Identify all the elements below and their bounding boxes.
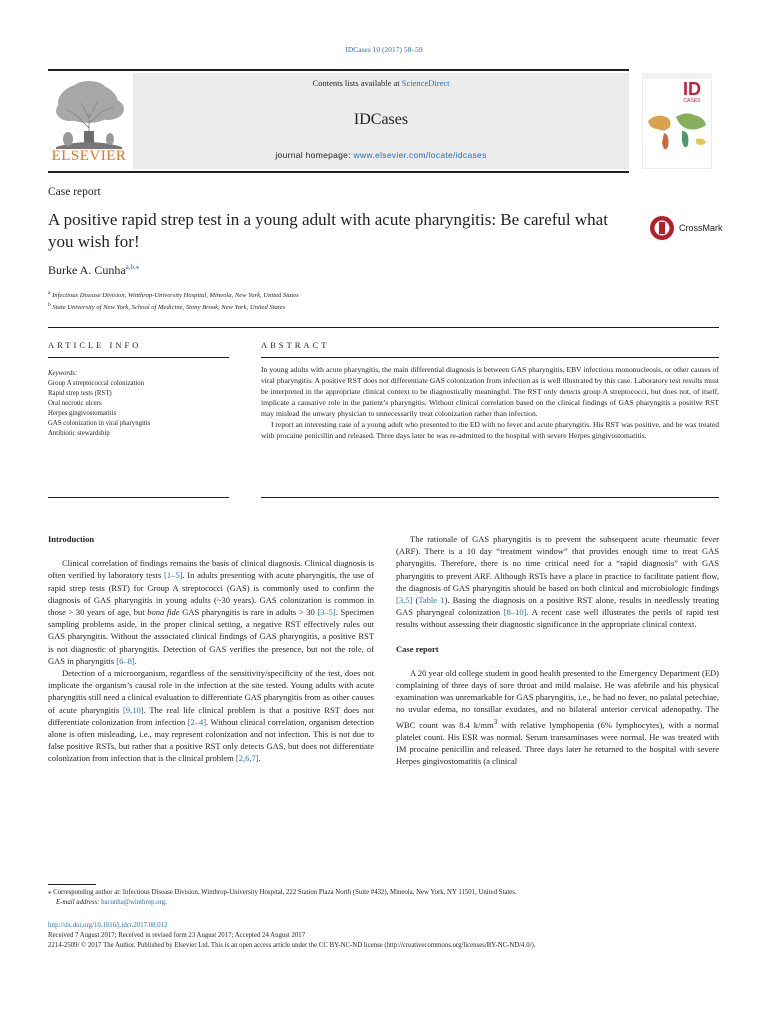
abstract-paragraph: I report an interesting case of a young adult who presented to the ED with no fever and acute pharyngitis. His RST was positive, and he was treated with procaine penicillin and released. Three days later he was re-admitted to the hospital with severe Herpes gingivostomatitis. [261, 420, 719, 440]
keyword-item: GAS colonization in viral pharyngitis [48, 420, 151, 427]
contents-line [133, 78, 629, 88]
keyword-item: Herpes gingivostomatitis [48, 410, 117, 417]
table-link[interactable]: Table 1 [418, 595, 445, 606]
article-type: Case report [48, 186, 101, 198]
article-title: A positive rapid strep test in a young adult with acute pharyngitis: Be careful what you wish for! [48, 210, 608, 251]
body-paragraph: A 20 year old college student in good health presented to the Emergency Department (ED) complaining of three days of sore throat and mild malaise. He was afebrile and his physical examination was unremarkable for GAS pharyngitis, i.e., he had no fever, no palatal petechiae, no uvular edema, no tonsillar exudates, and no bilateral anterior cervical adenopathy. The WBC count was 8.4 $k/mm^3$ with relative lymphopenia (6% lymphocytes), with a normal platelet count. His ESR was normal. Serum transaminases were normal. He was treated with IM procaine penicillin and released. Three days later he returned to the hospital with severe Herpes gingivostomatitis (a clinical [396, 667, 719, 767]
svg-text:ID: ID [683, 79, 701, 99]
publication-meta [48, 921, 728, 951]
reference-link[interactable]: [3,5] [396, 595, 413, 606]
keyword-item: Antibiotic stewardship [48, 430, 110, 437]
doi-link[interactable]: http://dx.doi.org/10.1016/j.idcr.2017.08.012 [48, 922, 168, 929]
license-line: 2214-2509/ © 2017 The Author. Published by Elsevier Ltd. This is an open access article under the CC BY-NC-ND license (http://creativecommons.org/licenses/BY-NC-ND/4.0/). [48, 942, 536, 949]
reference-link[interactable]: [9,10] [122, 704, 144, 715]
header-rule-bottom [48, 171, 629, 173]
body-paragraph: Detection of a microorganism, regardless of the sensitivity/specificity of the test, does not implicate the organism’s causal role in the infection at the site tested. Young adults with acute pharyngitis still need a clinical evaluation to differentiate GAS pharyngitis from as other causes of acute pharyngitis [9,10]. The real life clinical problem is that a positive RST does not differentiate colonization from infection [2–4]. Without clinical correlation, organism detection alone is often misleading, i.e., may represent colonization and not infection. This is not due to false positive RSTs, but rather that a positive RST only detects GAS, but does not differentiate colonization from infection that is the clinical problem [2,6,7]. [48, 668, 374, 764]
abstract-heading: ABSTRACT [261, 340, 330, 350]
keyword-item: Group A streptococcal colonization [48, 380, 145, 387]
case-report-heading: Case report [396, 643, 439, 654]
keywords-block [48, 369, 150, 439]
journal-name: IDCases [353, 111, 409, 128]
reference-link[interactable]: [6–8] [116, 655, 135, 666]
keyword-item: Rapid strep tests (RST) [48, 390, 112, 397]
article-info-heading: ARTICLE INFO [48, 340, 142, 350]
sciencedirect-link[interactable]: ScienceDirect [401, 78, 450, 88]
affiliations [48, 289, 299, 312]
article-info-end-rule [48, 497, 229, 498]
homepage-prefix: journal homepage: [275, 150, 354, 160]
abstract-rule [261, 357, 719, 358]
author-name: Burke A. Cunha [48, 263, 126, 277]
affiliation-a: $^a$ Infectious Disease Division, Winthrop-University Hospital, Mineola, New York, United States [48, 290, 299, 300]
body-paragraph: The rationale of GAS pharyngitis is to prevent the subsequent acute rheumatic fever (ARF). There is a 10 day “treatment window” that provides enough time to treat GAS pharyngitis. Therefore, there is no time critical need for a “rapid diagnosis” with GAS pharyngitis to prevent ARF. Although RSTs have a place in practice to facilitate patient flow, the diagnosis of GAS pharyngitis should be based on both clinical and microbiologic findings [3,5] (Table 1). Basing the diagnosis on a positive RST alone, results in needlessly treating GAS pharyngeal colonization [8–10]. A recent case well illustrates the perils of rapid test results without assessing their diagnostic significance in the appropriate clinical context. [396, 534, 719, 630]
reference-link[interactable]: [3–5] [317, 607, 336, 618]
corresponding-author-line: ⁎ Corresponding author at: Infectious Disease Division, Winthrop-University Hospital, 222 Station Plaza North (Suite #432), Mineola, New York, NY 11501, United States. [48, 889, 517, 896]
affiliation-b: $^b$ State University of New York, School of Medicine, Stony Brook, New York, United States [48, 301, 286, 311]
abstract-end-rule [261, 497, 719, 498]
introduction-heading: Introduction [48, 534, 95, 544]
footnote-rule [48, 884, 96, 885]
header-rule-top [48, 69, 629, 71]
journal-homepage [133, 150, 629, 160]
author-line [48, 263, 139, 278]
reference-link[interactable]: [8–10] [503, 607, 527, 618]
body-left-column [48, 533, 374, 765]
reference-link[interactable]: [1–5] [164, 570, 183, 581]
contents-prefix: Contents lists available at [312, 78, 402, 88]
author-affiliation-marks[interactable]: a,b,⁎ [125, 263, 140, 271]
keywords-label: Keywords: [48, 370, 78, 377]
crossmark-label[interactable]: CrossMark [679, 223, 723, 233]
body-right-column [396, 533, 719, 767]
section-divider [48, 327, 719, 328]
journal-citation[interactable]: IDCases 10 (2017) 58–59 [345, 45, 423, 54]
svg-text:CASES: CASES [683, 98, 701, 104]
corresponding-author-note [48, 888, 728, 908]
elsevier-wordmark: ELSEVIER [51, 148, 127, 164]
reference-link[interactable]: [2–4] [187, 716, 207, 727]
body-paragraph: Clinical correlation of findings remains the basis of clinical diagnosis. Clinical diagnosis is often verified by laboratory tests [1–5]. In adults presenting with acute pharyngitis, the use of rapid strep tests (RST) for Group A streptococci (GAS) is commonly used to confirm the diagnosis of GAS pharyngitis in young adults (~30 years). GAS colonization is common in those > 30 years of age, but bona fide GAS pharyngitis is rare in adults > 30 [3–5]. Specimen sampling problems aside, in the proper clinical setting, a negative RST effectively rules out GAS pharyngitis. Without the associated clinical findings of GAS pharyngitis, a positive RST is not diagnostic of pharyngitis. Detection of GAS verifies the presence, but not the role, of GAS in pharyngitis [6–8]. [48, 558, 374, 666]
email-link[interactable]: bacunha@winthrop.org [101, 899, 166, 906]
email-line: E-mail address: bacunha@winthrop.org. [56, 899, 167, 906]
keyword-item: Oral necrotic ulcers [48, 400, 102, 407]
abstract-text [261, 364, 719, 441]
reference-link[interactable]: [2,6,7] [235, 753, 259, 764]
homepage-link[interactable]: www.elsevier.com/locate/idcases [353, 150, 487, 160]
journal-cover-image[interactable] [642, 73, 712, 169]
received-dates: Received 7 August 2017; Received in revised form 23 August 2017; Accepted 24 August 2017 [48, 932, 306, 939]
abstract-paragraph: In young adults with acute pharyngitis, the main differential diagnosis is between GAS pharyngitis, EBV infectious mononucleosis, or other causes of viral pharyngitis. A positive RST does not differentiate GAS colonization from infection as is well illustrated by this case. Laboratory test results must be interpreted in the appropriate clinical context to be diagnostically meaningful. The RST only detects group A streptococci, but does not, of itself, implicate a causative role in the patient’s pharyngitis. Without clinical correlation based on the clinical findings of GAS pharyngitis a positive RST may mislead the unwary physician to unnecessarily treat colonization rather than infection. [261, 365, 719, 418]
article-info-rule [48, 357, 229, 358]
